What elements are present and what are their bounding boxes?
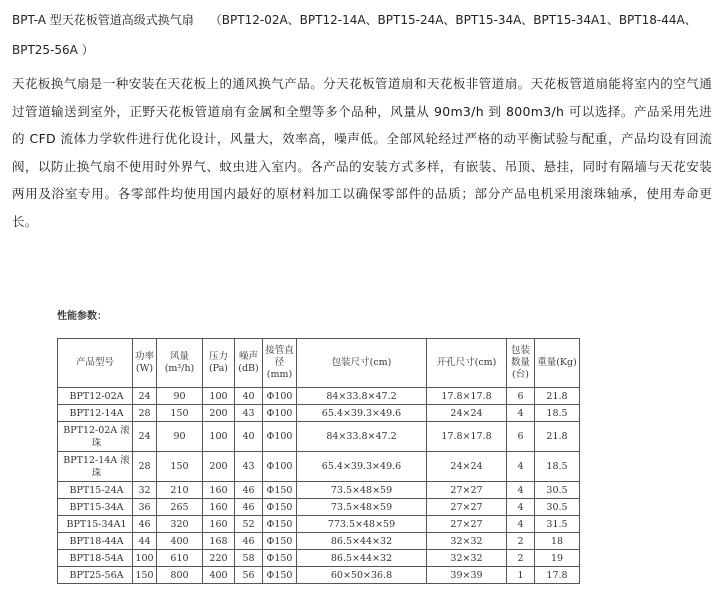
cell-opening: 39×39 [427, 567, 507, 584]
cell-qty: 6 [507, 388, 535, 405]
title-models: （BPT12-02A、BPT12-14A、BPT15-24A、BPT15-34A、BPT15-34A1、BPT18-44A、 [209, 13, 697, 27]
cell-power: 100 [133, 550, 157, 567]
cell-qty: 6 [507, 422, 535, 452]
cell-pressure: 400 [203, 567, 235, 584]
header-noise: 噪声(dB) [235, 339, 263, 388]
cell-noise: 56 [235, 567, 263, 584]
cell-model: BPT25-56A [58, 567, 133, 584]
cell-weight: 17.8 [535, 567, 580, 584]
cell-package: 60×50×36.8 [297, 567, 427, 584]
cell-airflow: 90 [157, 422, 203, 452]
cell-power: 36 [133, 499, 157, 516]
cell-pressure: 168 [203, 533, 235, 550]
cell-package: 73.5×48×59 [297, 499, 427, 516]
cell-noise: 40 [235, 388, 263, 405]
table-row [58, 516, 580, 533]
header-airflow: 风量(m³/h) [157, 339, 203, 388]
cell-airflow: 150 [157, 405, 203, 422]
table-row [58, 567, 580, 584]
cell-weight: 21.8 [535, 388, 580, 405]
cell-airflow: 265 [157, 499, 203, 516]
table-row [58, 452, 580, 482]
table-row [58, 499, 580, 516]
cell-airflow: 210 [157, 482, 203, 499]
cell-airflow: 90 [157, 388, 203, 405]
cell-airflow: 800 [157, 567, 203, 584]
cell-noise: 46 [235, 482, 263, 499]
cell-weight: 19 [535, 550, 580, 567]
cell-pressure: 200 [203, 452, 235, 482]
spec-table [57, 338, 580, 584]
cell-opening: 27×27 [427, 516, 507, 533]
cell-airflow: 320 [157, 516, 203, 533]
table-row [58, 388, 580, 405]
cell-weight: 31.5 [535, 516, 580, 533]
cell-pressure: 160 [203, 516, 235, 533]
cell-power: 24 [133, 422, 157, 452]
cell-package: 65.4×39.3×49.6 [297, 405, 427, 422]
cell-opening: 24×24 [427, 452, 507, 482]
cell-qty: 4 [507, 499, 535, 516]
cell-pipe: Φ150 [263, 499, 297, 516]
header-package-size: 包装尺寸(cm) [297, 339, 427, 388]
cell-airflow: 150 [157, 452, 203, 482]
cell-power: 44 [133, 533, 157, 550]
cell-qty: 4 [507, 516, 535, 533]
cell-noise: 46 [235, 499, 263, 516]
table-row [58, 482, 580, 499]
header-weight: 重量(Kg) [535, 339, 580, 388]
cell-noise: 43 [235, 405, 263, 422]
cell-pipe: Φ100 [263, 422, 297, 452]
header-package-qty: 包装数量(台) [507, 339, 535, 388]
cell-pipe: Φ100 [263, 452, 297, 482]
cell-opening: 24×24 [427, 405, 507, 422]
cell-model: BPT12-14A [58, 405, 133, 422]
cell-pressure: 100 [203, 422, 235, 452]
cell-pipe: Φ100 [263, 405, 297, 422]
cell-package: 84×33.8×47.2 [297, 388, 427, 405]
cell-model: BPT12-14A 滚珠 [58, 452, 133, 482]
cell-airflow: 610 [157, 550, 203, 567]
performance-label: 性能参数： [57, 311, 107, 322]
table-header-row [58, 339, 580, 388]
cell-model: BPT15-34A1 [58, 516, 133, 533]
cell-model: BPT12-02A 滚珠 [58, 422, 133, 452]
cell-power: 46 [133, 516, 157, 533]
cell-qty: 4 [507, 482, 535, 499]
cell-pressure: 100 [203, 388, 235, 405]
cell-power: 28 [133, 452, 157, 482]
product-description: 天花板换气扇是一种安装在天花板上的通风换气产品。分天花板管道扇和天花板非管道扇。天花板管道扇能将室内的空气通过管道输送到室外，正野天花板管道扇有金属和全塑等多个品种，风量从 90m3/h 到 800m3/h 可以选择。产品采用先进的 CFD 流体力学软件进行优化设计，风量大，效率高，噪声低。全部风轮经过严格的动平衡试验与配重，产品均设有回流阀，以防止换气扇不使用时外界气、蚊虫进入室内。各产品的安装方式多样，有嵌装、吊顶、悬挂，同时有隔墙与天花安装两用及浴室专用。各零部件均使用国内最好的原材料加工以确保零部件的品质；部分产品电机采用滚珠轴承，使用寿命更长。 [12, 76, 712, 229]
cell-pressure: 160 [203, 499, 235, 516]
cell-package: 73.5×48×59 [297, 482, 427, 499]
page-title [12, 5, 712, 65]
cell-pressure: 160 [203, 482, 235, 499]
cell-package: 773.5×48×59 [297, 516, 427, 533]
cell-airflow: 400 [157, 533, 203, 550]
cell-power: 28 [133, 405, 157, 422]
cell-model: BPT15-24A [58, 482, 133, 499]
header-opening-size: 开孔尺寸(cm) [427, 339, 507, 388]
cell-opening: 17.8×17.8 [427, 422, 507, 452]
cell-weight: 30.5 [535, 482, 580, 499]
cell-opening: 17.8×17.8 [427, 388, 507, 405]
cell-opening: 32×32 [427, 533, 507, 550]
table-row [58, 533, 580, 550]
cell-weight: 21.8 [535, 422, 580, 452]
cell-power: 150 [133, 567, 157, 584]
header-model: 产品型号 [58, 339, 133, 388]
cell-opening: 27×27 [427, 482, 507, 499]
cell-model: BPT18-54A [58, 550, 133, 567]
cell-power: 32 [133, 482, 157, 499]
header-pressure: 压力(Pa) [203, 339, 235, 388]
cell-pipe: Φ150 [263, 533, 297, 550]
cell-opening: 32×32 [427, 550, 507, 567]
cell-package: 86.5×44×32 [297, 533, 427, 550]
cell-model: BPT15-34A [58, 499, 133, 516]
cell-pipe: Φ100 [263, 388, 297, 405]
cell-weight: 18.5 [535, 452, 580, 482]
cell-qty: 4 [507, 452, 535, 482]
cell-opening: 27×27 [427, 499, 507, 516]
cell-weight: 30.5 [535, 499, 580, 516]
cell-package: 84×33.8×47.2 [297, 422, 427, 452]
cell-power: 24 [133, 388, 157, 405]
title-main: BPT-A 型天花板管道高级式换气扇 [12, 13, 194, 27]
cell-pipe: Φ150 [263, 550, 297, 567]
cell-package: 86.5×44×32 [297, 550, 427, 567]
cell-noise: 58 [235, 550, 263, 567]
cell-pressure: 220 [203, 550, 235, 567]
cell-noise: 40 [235, 422, 263, 452]
table-row [58, 405, 580, 422]
cell-noise: 52 [235, 516, 263, 533]
cell-model: BPT12-02A [58, 388, 133, 405]
cell-noise: 46 [235, 533, 263, 550]
cell-package: 65.4×39.3×49.6 [297, 452, 427, 482]
cell-pipe: Φ150 [263, 482, 297, 499]
header-power: 功率(W) [133, 339, 157, 388]
cell-qty: 4 [507, 405, 535, 422]
cell-weight: 18 [535, 533, 580, 550]
cell-weight: 18.5 [535, 405, 580, 422]
table-row [58, 550, 580, 567]
cell-pipe: Φ150 [263, 567, 297, 584]
cell-model: BPT18-44A [58, 533, 133, 550]
cell-qty: 2 [507, 550, 535, 567]
cell-pipe: Φ150 [263, 516, 297, 533]
cell-noise: 43 [235, 452, 263, 482]
table-row [58, 422, 580, 452]
header-pipe-diameter: 接管直径(mm) [263, 339, 297, 388]
title-models-cont: BPT25-56A ） [12, 43, 94, 57]
cell-qty: 1 [507, 567, 535, 584]
cell-pressure: 200 [203, 405, 235, 422]
cell-qty: 2 [507, 533, 535, 550]
